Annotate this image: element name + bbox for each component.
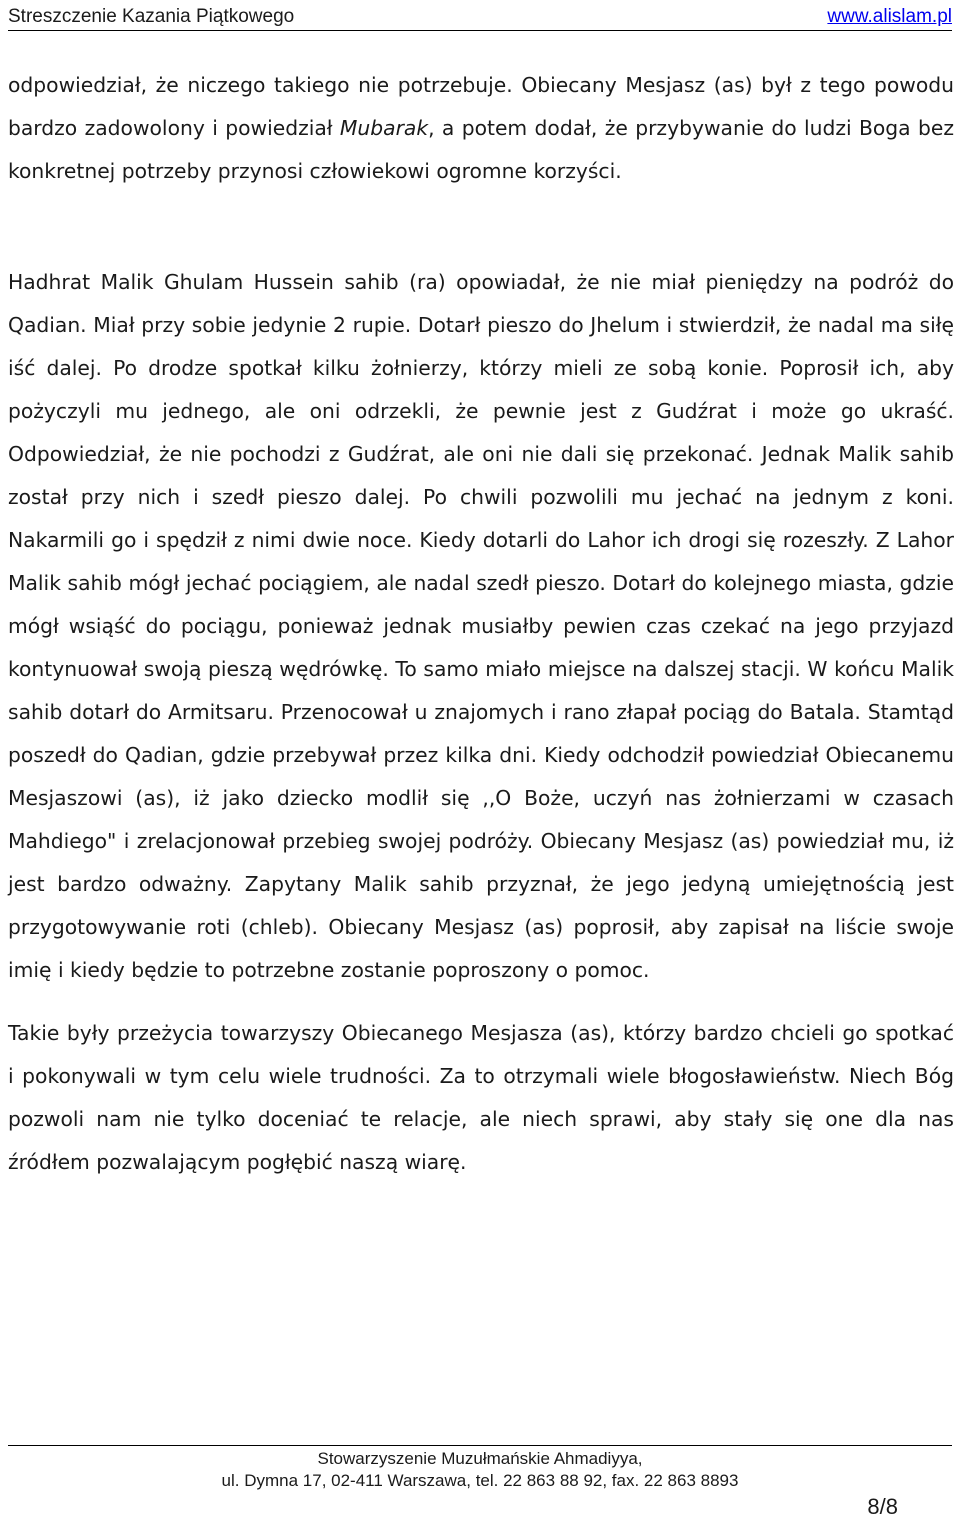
page-header (8, 4, 952, 31)
footer-divider (8, 1445, 952, 1446)
paragraph-text: odpowiedział, że niczego takiego nie potrzebuje. Obiecany Mesjasz (as) był z tego powodu bardzo zadowolony i powiedział (8, 73, 954, 140)
paragraph (8, 64, 954, 193)
header-title: Streszczenie Kazania Piątkowego (8, 6, 295, 27)
footer-organization: Stowarzyszenie Muzułmańskie Ahmadiyya, (317, 1449, 643, 1468)
paragraph-text: , a potem dodał, że przybywanie do ludzi Boga bez konkretnej potrzeby przynosi człowiekowi ogromne korzyści. (8, 116, 954, 183)
paragraph: Hadhrat Malik Ghulam Hussein sahib (ra) opowiadał, że nie miał pieniędzy na podróż do Qadian. Miał przy sobie jedynie 2 rupie. Dotarł pieszo do Jhelum i stwierdził, że nadal ma siłę iść dalej. Po drodze spotkał kilku żołnierzy, którzy mieli ze sobą konie. Poprosił ich, aby pożyczyli mu jednego, ale oni odrzekli, że pewnie jest z Gudźrat i może go ukraść. Odpowiedział, że nie pochodzi z Gudźrat, ale oni nie dali się przekonać. Jednak Malik sahib został przy nich i szedł pieszo dalej. Po chwili pozwolili mu jechać na jednym z koni. Nakarmili go i spędził z nimi dwie noce. Kiedy dotarli do Lahor ich drogi się rozeszły. Z Lahor Malik sahib mógł jechać pociągiem, ale nadal szedł pieszo. Dotarł do kolejnego miasta, gdzie mógł wsiąść do pociągu, ponieważ jednak musiałby pewien czas czekać na jego przyjazd kontynuował swoją pieszą wędrówkę. To samo miało miejsce na dalszej stacji. W końcu Malik sahib dotarł do Armitsaru. Przenocował u znajomych i rano złapał pociąg do Batala. Stamtąd poszedł do Qadian, gdzie przebywał przez kilka dni. Kiedy odchodził powiedział Obiecanemu Mesjaszowi (as), iż jako dziecko modlił się ,,O Boże, uczyń nas żołnierzami w czasach Mahdiego" i zrelacjonował przebieg swojej podróży. Obiecany Mesjasz (as) powiedział mu, iż jest bardzo odważny. Zapytany Malik sahib przyznał, że jego jedyną umiejętnością jest przygotowywanie roti (chleb). Obiecany Mesjasz (as) poprosił, aby zapisał na liście swoje imię i kiedy będzie to potrzebne zostanie poproszony o pomoc. (8, 270, 954, 982)
page-footer (8, 1448, 952, 1492)
page-number: 8/8 (867, 1494, 898, 1519)
italic-term: Mubarak (339, 116, 429, 140)
website-link[interactable]: www.alislam.pl (827, 6, 952, 27)
paragraph: Takie były przeżycia towarzyszy Obiecanego Mesjasza (as), którzy bardzo chcieli go spotkać i pokonywali w tym celu wiele trudności. Za to otrzymali wiele błogosławieństw. Niech Bóg pozwoli nam nie tylko doceniać te relacje, ale niech sprawi, aby stały się one dla nas źródłem pozwalającym pogłębić naszą wiarę. (8, 1021, 954, 1174)
document-body (8, 64, 954, 1184)
footer-address: ul. Dymna 17, 02-411 Warszawa, tel. 22 863 88 92, fax. 22 863 8893 (221, 1471, 739, 1490)
